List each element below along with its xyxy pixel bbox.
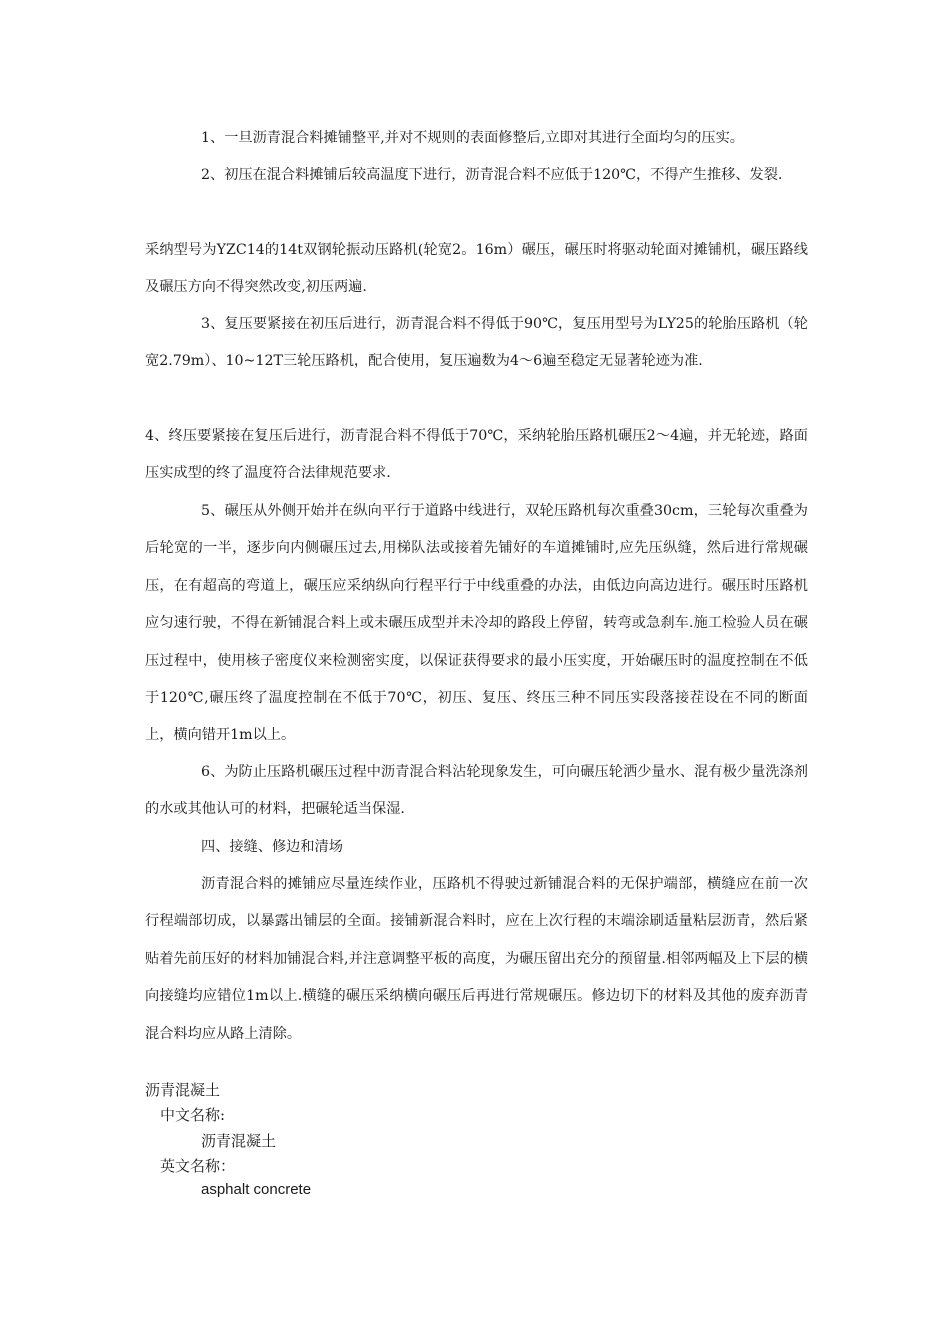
paragraph-3: 3、复压要紧接在初压后进行，沥青混合料不得低于90℃，复压用型号为LY25的轮胎压路机（轮宽2.79m）、10~12T三轮压路机，配合使用，复压遍数为4～6遍至稳定无显著轮迹为准.: [145, 316, 808, 370]
chinese-name-value: 沥青混凝土: [201, 1132, 277, 1150]
paragraph-2-continued: 采纳型号为YZC14的14t双钢轮振动压路机(轮宽2。16m）碾压，碾压时将驱动轮面对摊铺机，碾压路线及碾压方向不得突然改变,初压两遍.: [145, 242, 808, 296]
paragraph-2: 2、初压在混合料摊铺后较高温度下进行，沥青混合料不应低于120℃，不得产生推移、发裂.: [201, 167, 783, 183]
glossary-term: 沥青混凝土: [145, 1081, 221, 1099]
english-name-label: 英文名称：: [160, 1157, 236, 1175]
paragraph-1: 1、一旦沥青混合料摊铺整平,并对不规则的表面修整后,立即对其进行全面均匀的压实。: [201, 130, 744, 146]
english-name-value: asphalt concrete: [201, 1181, 312, 1198]
paragraph-joints: 沥青混合料的摊铺应尽量连续作业，压路机不得驶过新铺混合料的无保护端部，横缝应在前一次行程端部切成，以暴露出铺层的全面。接铺新混合料时，应在上次行程的末端涂刷适量粘层沥青，然后紧贴着先前压好的材料加铺混合料,并注意调整平板的高度，为碾压留出充分的预留量.相邻两幅及上下层的横向接缝均应错位1m以上.横缝的碾压采纳横向碾压后再进行常规碾压。修边切下的材料及其他的废弃沥青混合料均应从路上清除。: [145, 876, 808, 1042]
paragraph-6: 6、为防止压路机碾压过程中沥青混合料沾轮现象发生，可向碾压轮洒少量水、混有极少量洗涤剂的水或其他认可的材料，把碾轮适当保湿.: [145, 764, 808, 818]
chinese-name-label: 中文名称:: [160, 1106, 226, 1124]
paragraph-4: 4、终压要紧接在复压后进行，沥青混合料不得低于70℃，采纳轮胎压路机碾压2～4遍，并无轮迹，路面压实成型的终了温度符合法律规范要求.: [145, 428, 808, 482]
paragraph-5: 5、碾压从外侧开始并在纵向平行于道路中线进行，双轮压路机每次重叠30cm，三轮每次重叠为后轮宽的一半，逐步向内侧碾压过去,用梯队法或接着先铺好的车道摊铺时,应先压纵缝，然后进行常规碾压，在有超高的弯道上，碾压应采纳纵向行程平行于中线重叠的办法，由低边向高边进行。碾压时压路机应匀速行驶，不得在新铺混合料上或未碾压成型并未冷却的路段上停留，转弯或急刹车.施工检验人员在碾压过程中，使用核子密度仪来检测密实度，以保证获得要求的最小压实度，开始碾压时的温度控制在不低于120℃,碾压终了温度控制在不低于70℃，初压、复压、终压三种不同压实段落接茬设在不同的断面上，横向错开1m以上。: [145, 503, 808, 744]
section-heading: 四、接缝、修边和清场: [201, 839, 343, 855]
